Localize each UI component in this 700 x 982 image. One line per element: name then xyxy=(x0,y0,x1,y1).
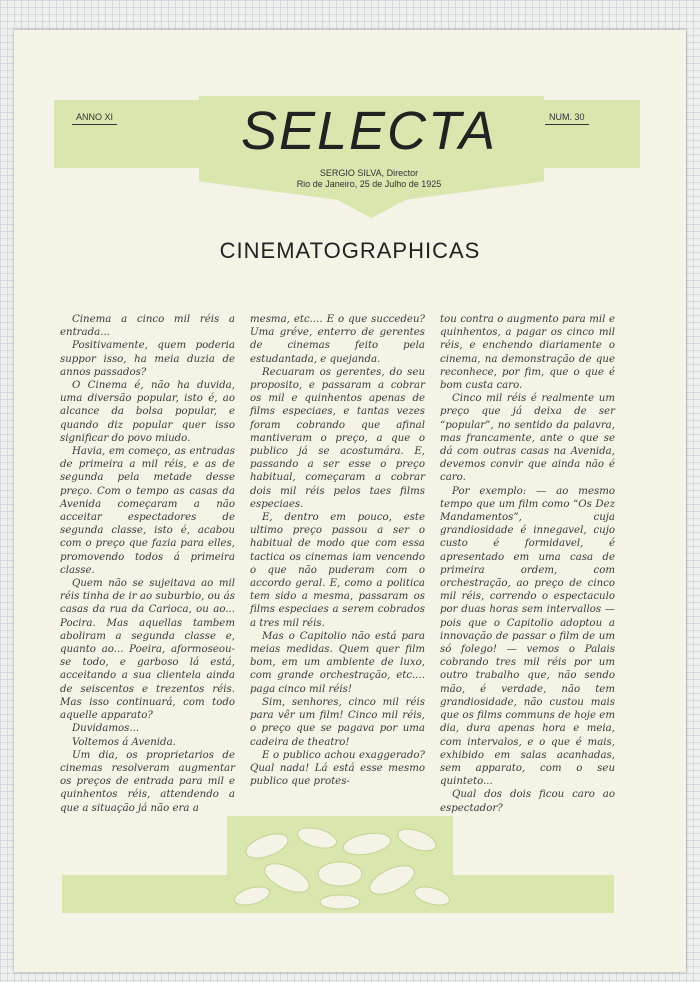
floral-ornament-icon xyxy=(227,816,453,912)
paragraph: Voltemos á Avenida. xyxy=(72,736,176,748)
issue-year: ANNO XI xyxy=(72,110,117,125)
paragraph: Duvidamos... xyxy=(72,723,140,735)
paragraph: Sim, senhores, cinco mil réis para vêr um film! Cinco mil réis, o preço que se pagava por uma cadeira de theatro! xyxy=(250,696,425,748)
paragraph: Recuaram os gerentes, do seu proposito, e passaram a cobrar os mil e quinhentos apenas de films especiaes, e tantas vezes foram cobrando que afinal mantiveram o preço, a que o publico já se acostumára. E, passando a ser esse o preço habitual, começaram a cobrar dois mil réis pelos taes films especiaes. xyxy=(250,366,425,510)
director-name: SERGIO SILVA, Director xyxy=(319,168,419,178)
issue-number: NUM. 30 xyxy=(545,110,589,125)
article-title: CINEMATOGRAPHICAS xyxy=(219,238,481,263)
publication-date: Rio de Janeiro, 25 de Julho de 1925 xyxy=(296,179,442,189)
paragraph: Um dia, os proprietarios de cinemas resolveram augmentar os preços de entrada para mil e quinhentos réis, attendendo a que a situação já não era a xyxy=(60,749,235,814)
magazine-page xyxy=(14,30,686,972)
paragraph: Positivamente, quem poderia suppor isso, ha meia duzia de annos passados? xyxy=(60,340,235,378)
text-column-2 xyxy=(250,313,425,788)
masthead-title: SELECTA xyxy=(240,101,498,161)
director-line xyxy=(234,168,504,190)
paragraph: Mas o Capitolio não está para meias medidas. Quem quer film bom, em um ambiente de luxo, com grande orchestração, etc.... paga cinco mil réis! xyxy=(250,630,425,695)
text-column-1 xyxy=(60,313,235,815)
paragraph: Qual dos dois ficou caro ao espectador? xyxy=(440,789,615,814)
paragraph: mesma, etc.... E o que succedeu? Uma gréve, enterro de gerentes de cinemas feito pela estudantada, e quejanda. xyxy=(250,314,425,365)
paragraph: Quem não se sujeitava ao mil réis tinha de ir ao suburbio, ou ás casas da rua da Carioca, ou ao... Pocira. Mas aquellas tambem aboliram a segunda classe e, quanto ao... Poeira, aformoseou-se todo, e garboso lá está, acceitando a sua clientela ainda de seiscentos e trezentos réis. Mas isso continuará, com todo aquelle apparato? xyxy=(60,578,235,722)
paragraph: Cinco mil réis é realmente um preço que já deixa de ser “popular”, no sentido da palavra, mas francamente, ante o que se dá com outras casas na Avenida, devemos convir que ainda não é caro. xyxy=(440,393,615,484)
text-column-3 xyxy=(440,313,615,815)
paragraph: E o publico achou exaggerado? Qual nada! Lá está esse mesmo publico que protes- xyxy=(250,749,425,788)
paragraph: Cinema a cinco mil réis a entrada... xyxy=(60,314,235,339)
paragraph: tou contra o augmento para mil e quinhentos, a pagar os cinco mil réis, e enchendo diariamente o cinema, na demonstração de que reconhece, por fim, que o que é bom custa caro. xyxy=(440,314,615,392)
paragraph: E, dentro em pouco, este ultimo preço passou a ser o habitual de modo que com essa tactica os cinemas iam vencendo o que não puderam com o accordo geral. E, como a politica tem sido a mesma, passaram os films especiaes a serem cobrados a tres mil réis. xyxy=(250,512,425,629)
paragraph: Havia, em começo, as entradas de primeira a mil réis, e as de segunda pela metade desse preço. Com o tempo as casas da Avenida começaram a não acceitar espectadores de segunda classe, isto é, acabou com o preço que fazia para elles, promovendo todos á primeira classe. xyxy=(60,446,235,576)
paragraph: O Cinema é, não ha duvida, uma diversão popular, isto é, ao alcance da bolsa popular, e quando diz popular quer isso significar do povo miudo. xyxy=(60,380,235,444)
paragraph: Por exemplo: — ao mesmo tempo que um film como “Os Dez Mandamentos”, cuja grandiosidade é innegavel, cujo custo é formidavel, é apresentado em uma casa de primeira ordem, com orchestração, ao preço de cinco mil réis, correndo o espectaculo por duas horas sem intervallos — pois que o Capitolio adoptou a innovação de passar o film de um só folego! — vemos o Palais cobrando tres mil réis por um outro trabalho que, não sendo mão, é verdade, não tem grandiosidade, não custou mais que os films communs de hoje em dia, dura apenas hora e meia, com intervalos, e o que é mais, exhibido em salas acanhadas, sem apparato, com o seu quinteto... xyxy=(440,485,615,788)
